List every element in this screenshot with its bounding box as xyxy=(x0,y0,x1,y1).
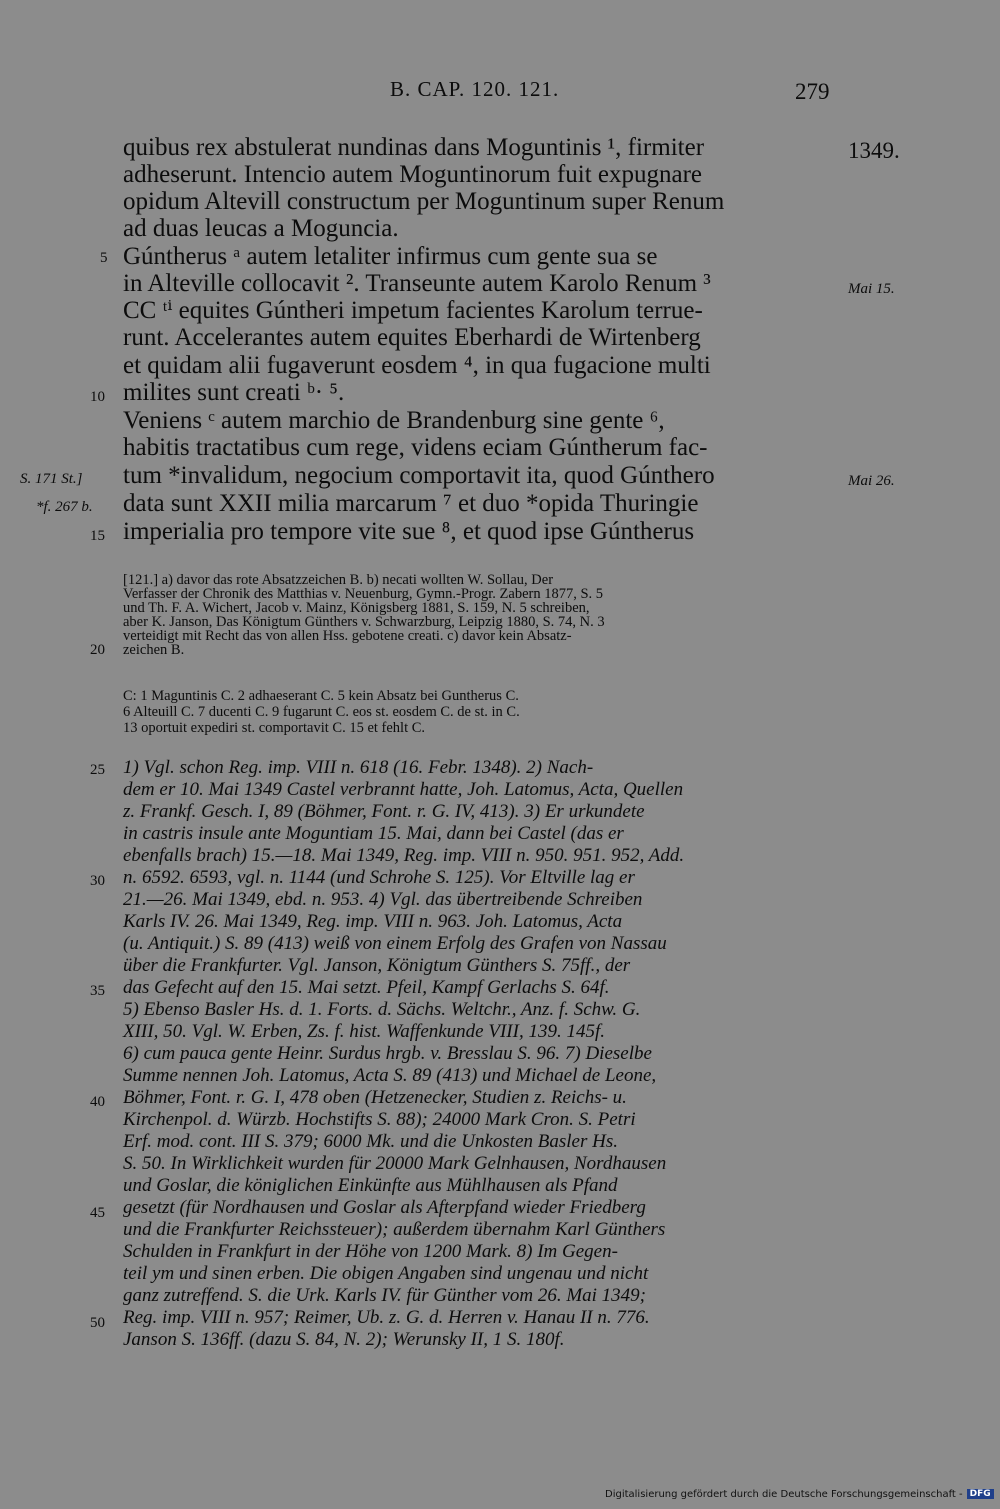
line-number: 40 xyxy=(90,1094,105,1110)
main-text-line: CC ᵗⁱ equites Gúntheri impetum facientes Karolum terrue- xyxy=(123,297,703,324)
dfg-logo: DFG xyxy=(967,1489,994,1499)
footnote-line: Kirchenpol. d. Würzb. Hochstifts S. 88); 24000 Mark Cron. S. Petri xyxy=(123,1109,636,1130)
footnote-line: S. 50. In Wirklichkeit wurden für 20000 Mark Gelnhausen, Nordhausen xyxy=(123,1153,667,1174)
line-number: 20 xyxy=(90,642,105,658)
margin-date: Mai 26. xyxy=(848,473,895,489)
footnote-line: (u. Antiquit.) S. 89 (413) weiß von einem Erfolg des Grafen von Nassau xyxy=(123,933,667,954)
footnote-line: XIII, 50. Vgl. W. Erben, Zs. f. hist. Waffenkunde VIII, 139. 145f. xyxy=(123,1021,605,1042)
line-number: 45 xyxy=(90,1205,105,1221)
main-text-line: milites sunt creati ᵇ· ⁵. xyxy=(123,379,345,406)
running-head: B. CAP. 120. 121. xyxy=(390,77,560,101)
footnote-line: ebenfalls brach) 15.—18. Mai 1349, Reg. imp. VIII n. 950. 951. 952, Add. xyxy=(123,845,685,866)
credit-text: Digitalisierung gefördert durch die Deutsche Forschungsgemeinschaft - xyxy=(605,1489,963,1500)
footnote-line: teil ym und sinen erben. Die obigen Angaben sind ungenau und nicht xyxy=(123,1263,649,1284)
apparatus-line: zeichen B. xyxy=(123,642,185,658)
footnote-line: Karls IV. 26. Mai 1349, Reg. imp. VIII n. 963. Joh. Latomus, Acta xyxy=(123,911,623,932)
footnote-line: 5) Ebenso Basler Hs. d. 1. Forts. d. Sächs. Weltchr., Anz. f. Schw. G. xyxy=(123,999,641,1020)
main-text-line: data sunt XXII milia marcarum ⁷ et duo *opida Thuringie xyxy=(123,490,699,517)
footnote-line: Böhmer, Font. r. G. I, 478 oben (Hetzenecker, Studien z. Reichs- u. xyxy=(123,1087,627,1108)
footnote-line: n. 6592. 6593, vgl. n. 1144 (und Schrohe S. 125). Vor Eltville lag er xyxy=(123,867,635,888)
line-number: 35 xyxy=(90,983,105,999)
apparatus-line: verteidigt mit Recht das von allen Hss. gebotene creati. c) davor kein Absatz- xyxy=(123,628,572,644)
digitization-credit xyxy=(605,1489,994,1500)
apparatus-line: und Th. F. A. Wichert, Jacob v. Mainz, Königsberg 1881, S. 159, N. 5 schreiben, xyxy=(123,600,590,616)
main-text-line: opidum Altevill constructum per Moguntinum super Renum xyxy=(123,188,725,215)
variant-line: 13 oportuit expediri st. comportavit C. 15 et fehlt C. xyxy=(123,720,426,736)
footnote-line: das Gefecht auf den 15. Mai setzt. Pfeil, Kampf Gerlachs S. 64f. xyxy=(123,977,610,998)
footnote-line: gesetzt (für Nordhausen und Goslar als Afterpfand wieder Friedberg xyxy=(123,1197,646,1218)
footnote-line: Erf. mod. cont. III S. 379; 6000 Mk. und die Unkosten Basler Hs. xyxy=(123,1131,618,1152)
line-number: 10 xyxy=(90,389,105,405)
footnote-line: Summe nennen Joh. Latomus, Acta S. 89 (413) und Michael de Leone, xyxy=(123,1065,657,1086)
apparatus-line: [121.] a) davor das rote Absatzzeichen B. b) necati wollten W. Sollau, Der xyxy=(123,572,554,588)
footnote-line: über die Frankfurter. Vgl. Janson, Königtum Günthers S. 75ff., der xyxy=(123,955,631,976)
margin-reference: *f. 267 b. xyxy=(36,499,93,515)
line-number: 50 xyxy=(90,1315,105,1331)
footnote-line: Schulden in Frankfurt in der Höhe von 1200 Mark. 8) Im Gegen- xyxy=(123,1241,618,1262)
main-text-line: Veniens ᶜ autem marchio de Brandenburg sine gente ⁶, xyxy=(123,407,665,434)
main-text-line: quibus rex abstulerat nundinas dans Moguntinis ¹, firmiter xyxy=(123,134,705,161)
margin-year: 1349. xyxy=(848,138,900,163)
footnote-line: dem er 10. Mai 1349 Castel verbrannt hatte, Joh. Latomus, Acta, Quellen xyxy=(123,779,684,800)
main-text-line: habitis tractatibus cum rege, videns eciam Gúntherum fac- xyxy=(123,434,708,461)
apparatus-line: Verfasser der Chronik des Matthias v. Neuenburg, Gymn.-Progr. Zabern 1877, S. 5 xyxy=(123,586,604,602)
main-text-line: et quidam alii fugaverunt eosdem ⁴, in qua fugacione multi xyxy=(123,352,711,379)
footnote-line: und Goslar, die königlichen Einkünfte aus Mühlhausen als Pfand xyxy=(123,1175,618,1196)
margin-reference: S. 171 St.] xyxy=(20,471,83,487)
main-text-line: Gúntherus ᵃ autem letaliter infirmus cum gente sua se xyxy=(123,243,658,270)
footnote-line: in castris insule ante Moguntiam 15. Mai, dann bei Castel (das er xyxy=(123,823,624,844)
line-number: 15 xyxy=(90,528,105,544)
main-text-line: imperialia pro tempore vite sue ⁸, et quod ipse Gúntherus xyxy=(123,518,695,545)
main-text-line: adheserunt. Intencio autem Moguntinorum fuit expugnare xyxy=(123,161,703,188)
footnote-line: 1) Vgl. schon Reg. imp. VIII n. 618 (16. Febr. 1348). 2) Nach- xyxy=(123,757,594,778)
variant-line: C: 1 Maguntinis C. 2 adhaeserant C. 5 kein Absatz bei Guntherus C. xyxy=(123,688,519,704)
footnote-line: Reg. imp. VIII n. 957; Reimer, Ub. z. G. d. Herren v. Hanau II n. 776. xyxy=(123,1307,650,1328)
line-number: 25 xyxy=(90,762,105,778)
main-text-line: in Alteville collocavit ². Transeunte autem Karolo Renum ³ xyxy=(123,270,711,297)
line-number: 5 xyxy=(100,250,108,266)
main-text-line: ad duas leucas a Moguncia. xyxy=(123,215,399,242)
main-text-line: runt. Accelerantes autem equites Eberhardi de Wirtenberg xyxy=(123,324,701,351)
footnote-line: Janson S. 136ff. (dazu S. 84, N. 2); Werunsky II, 1 S. 180f. xyxy=(123,1329,565,1350)
footnote-line: 21.—26. Mai 1349, ebd. n. 953. 4) Vgl. das übertreibende Schreiben xyxy=(123,889,643,910)
footnote-line: z. Frankf. Gesch. I, 89 (Böhmer, Font. r. G. IV, 413). 3) Er urkundete xyxy=(123,801,645,822)
footnote-line: und die Frankfurter Reichssteuer); außerdem übernahm Karl Günthers xyxy=(123,1219,666,1240)
apparatus-line: aber K. Janson, Das Königtum Günthers v. Schwarzburg, Leipzig 1880, S. 74, N. 3 xyxy=(123,614,605,630)
margin-date: Mai 15. xyxy=(848,281,895,297)
page-number: 279 xyxy=(795,79,830,104)
variant-line: 6 Alteuill C. 7 ducenti C. 9 fugarunt C. eos st. eosdem C. de st. in C. xyxy=(123,704,520,720)
main-text-line: tum *invalidum, negocium comportavit ita, quod Gúnthero xyxy=(123,462,715,489)
line-number: 30 xyxy=(90,873,105,889)
footnote-line: 6) cum pauca gente Heinr. Surdus hrgb. v. Bresslau S. 96. 7) Dieselbe xyxy=(123,1043,652,1064)
footnote-line: ganz zutreffend. S. die Urk. Karls IV. für Günther vom 26. Mai 1349; xyxy=(123,1285,647,1306)
